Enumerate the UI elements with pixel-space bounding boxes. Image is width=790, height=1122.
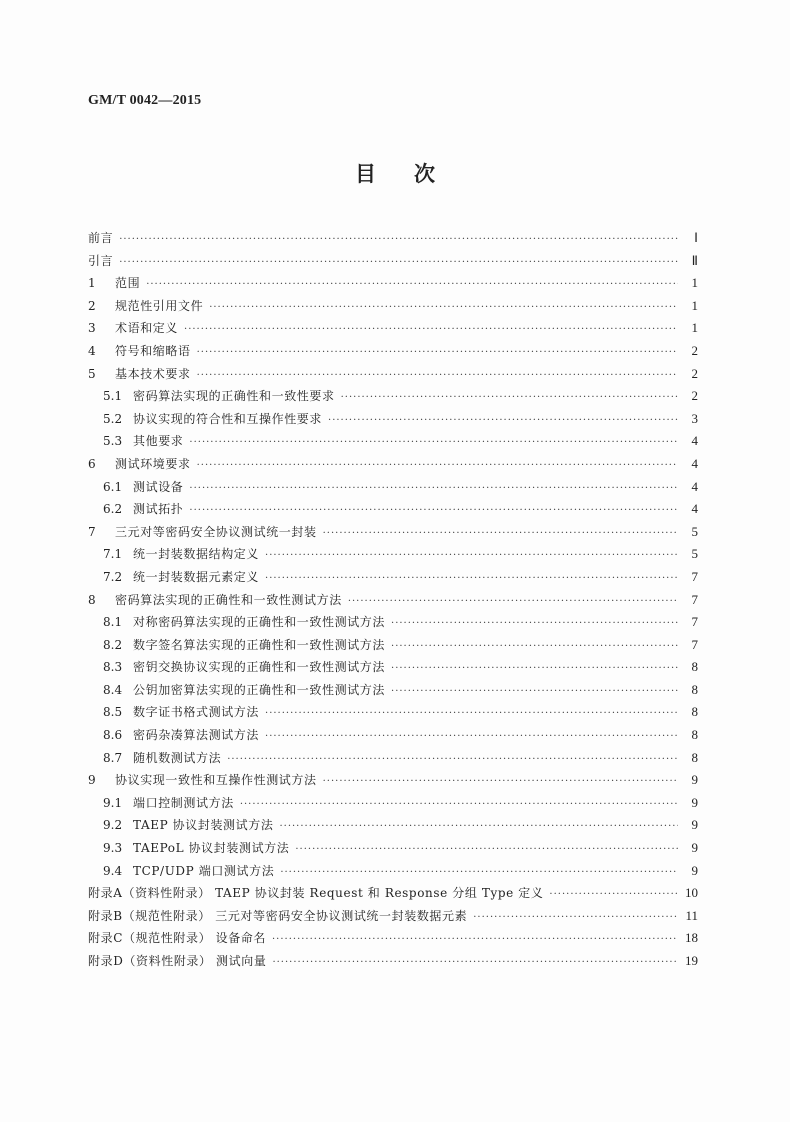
toc-entry-page: 9 <box>691 840 698 856</box>
dot-leader <box>391 681 678 704</box>
toc-entry-page: 2 <box>691 365 698 381</box>
dot-leader <box>391 636 678 659</box>
toc-entry-page: 1 <box>691 320 698 336</box>
toc-entry-page: 1 <box>691 297 698 313</box>
toc-entry-page: 10 <box>685 885 698 901</box>
toc-entry-page: 11 <box>685 907 698 923</box>
dot-leader <box>265 726 678 749</box>
dot-leader <box>323 771 678 794</box>
dot-leader <box>265 545 678 568</box>
toc-entry-number: 5.3 <box>103 434 123 449</box>
toc-entry-number: 7 <box>88 524 96 539</box>
toc-entry[interactable] <box>88 476 698 499</box>
toc-entry-page: 1 <box>691 275 698 291</box>
dot-leader <box>184 319 678 342</box>
toc-entry-number: 9.3 <box>103 841 123 856</box>
dot-leader <box>391 613 678 636</box>
toc-entry-page: 8 <box>691 727 698 743</box>
toc-entry-page: 8 <box>691 659 698 675</box>
dot-leader <box>323 523 678 546</box>
toc-entry-page: Ⅱ <box>691 252 698 268</box>
dot-leader <box>240 794 678 817</box>
dot-leader <box>265 703 678 726</box>
toc-entry[interactable] <box>88 408 698 431</box>
toc-entry-label: 数字证书格式测试方法 <box>133 705 260 720</box>
dot-leader <box>549 884 678 907</box>
page-title <box>0 158 790 188</box>
toc-entry-label: 前言 <box>88 231 114 245</box>
toc-entry-number: 1 <box>88 276 96 291</box>
toc-entry-label: 端口控制测试方法 <box>133 795 234 810</box>
toc-entry-number: 8.2 <box>103 637 123 652</box>
table-of-contents <box>88 227 698 973</box>
toc-entry-page: 4 <box>691 455 698 471</box>
toc-entry-number: 9.1 <box>103 795 123 810</box>
toc-entry-number: 6 <box>88 456 96 471</box>
dot-leader <box>197 342 678 365</box>
toc-entry[interactable] <box>88 882 698 905</box>
dot-leader <box>119 252 678 275</box>
toc-entry-label: 测试拓扑 <box>133 502 184 517</box>
toc-entry-number: 8.7 <box>103 750 123 765</box>
toc-entry-page: 2 <box>691 342 698 358</box>
dot-leader <box>209 297 678 320</box>
dot-leader <box>197 455 678 478</box>
toc-entry-page: 2 <box>691 388 698 404</box>
dot-leader <box>280 862 678 885</box>
toc-entry[interactable] <box>88 453 698 476</box>
toc-entry-label: 其他要求 <box>133 434 184 449</box>
dot-leader <box>272 952 678 975</box>
toc-entry-number: 8.6 <box>103 728 123 743</box>
toc-entry-page: Ⅰ <box>694 230 698 245</box>
dot-leader <box>119 229 678 252</box>
toc-entry-label: 密钥交换协议实现的正确性和一致性测试方法 <box>133 660 386 675</box>
toc-entry-number: 5.1 <box>103 389 123 404</box>
toc-entry[interactable] <box>88 250 698 273</box>
toc-entry[interactable] <box>88 611 698 634</box>
toc-entry-page: 8 <box>691 704 698 720</box>
toc-entry-page: 9 <box>691 772 698 788</box>
toc-entry-label: TAEPoL 协议封装测试方法 <box>133 841 290 856</box>
toc-entry[interactable] <box>88 521 698 544</box>
toc-entry[interactable] <box>88 340 698 363</box>
dot-leader <box>265 568 678 591</box>
toc-entry[interactable] <box>88 227 698 250</box>
dot-leader <box>341 387 678 410</box>
dot-leader <box>295 839 678 862</box>
toc-entry-page: 7 <box>691 614 698 630</box>
toc-entry-label: 附录B（规范性附录） 三元对等密码安全协议测试统一封装数据元素 <box>88 908 468 923</box>
toc-entry-page: 7 <box>691 591 698 607</box>
toc-entry[interactable] <box>88 814 698 837</box>
toc-entry[interactable] <box>88 860 698 883</box>
dot-leader <box>473 907 678 930</box>
dot-leader <box>348 591 678 614</box>
toc-entry-label: 公钥加密算法实现的正确性和一致性测试方法 <box>133 682 386 697</box>
toc-entry-label: 附录D（资料性附录） 测试向量 <box>88 954 267 968</box>
toc-entry-number: 2 <box>88 298 96 313</box>
toc-entry-page: 4 <box>691 433 698 449</box>
title-char: 次 <box>414 162 435 186</box>
toc-entry-page: 9 <box>691 862 698 878</box>
toc-entry-page: 7 <box>691 636 698 652</box>
toc-entry[interactable] <box>88 295 698 318</box>
dot-leader <box>227 749 678 772</box>
toc-entry-page: 18 <box>685 930 698 946</box>
toc-entry-number: 7.1 <box>103 547 123 562</box>
toc-entry-page: 9 <box>691 794 698 810</box>
dot-leader <box>197 365 678 388</box>
toc-entry[interactable] <box>88 837 698 860</box>
toc-entry-page: 3 <box>691 410 698 426</box>
toc-entry-label: 密码算法实现的正确性和一致性测试方法 <box>115 592 342 607</box>
toc-entry-label: 随机数测试方法 <box>133 750 222 765</box>
toc-entry-number: 7.2 <box>103 569 123 584</box>
toc-entry[interactable] <box>88 679 698 702</box>
toc-entry[interactable] <box>88 701 698 724</box>
toc-entry-number: 9.4 <box>103 863 123 878</box>
toc-entry-number: 5 <box>88 366 96 381</box>
toc-entry-number: 8 <box>88 592 96 607</box>
toc-entry-page: 9 <box>691 817 698 833</box>
dot-leader <box>189 432 678 455</box>
toc-entry[interactable] <box>88 543 698 566</box>
toc-entry-label: TAEP 协议封装测试方法 <box>133 818 274 833</box>
toc-entry-number: 8.4 <box>103 682 123 697</box>
toc-entry-page: 4 <box>691 501 698 517</box>
toc-entry-page: 4 <box>691 478 698 494</box>
toc-entry-label: 符号和缩略语 <box>115 343 191 358</box>
dot-leader <box>146 274 678 297</box>
toc-entry[interactable] <box>88 430 698 453</box>
toc-entry-label: 附录A（资料性附录） TAEP 协议封装 Request 和 Response 分组 Type 定义 <box>88 886 544 901</box>
toc-entry-label: 测试环境要求 <box>115 456 191 471</box>
toc-entry-label: 对称密码算法实现的正确性和一致性测试方法 <box>133 615 386 630</box>
toc-entry-label: 数字签名算法实现的正确性和一致性测试方法 <box>133 637 386 652</box>
toc-entry-page: 19 <box>685 953 698 968</box>
toc-entry-number: 8.5 <box>103 705 123 720</box>
toc-entry-label: 术语和定义 <box>115 321 179 336</box>
toc-entry-page: 8 <box>691 681 698 697</box>
toc-entry[interactable] <box>88 792 698 815</box>
toc-entry-label: 规范性引用文件 <box>115 298 204 313</box>
toc-entry-number: 9.2 <box>103 818 123 833</box>
toc-entry[interactable] <box>88 905 698 928</box>
toc-entry-label: TCP/UDP 端口测试方法 <box>133 863 275 878</box>
toc-entry-label: 测试设备 <box>133 479 184 494</box>
toc-entry-page: 5 <box>691 546 698 562</box>
dot-leader <box>272 929 678 952</box>
toc-entry-label: 范围 <box>115 276 141 291</box>
dot-leader <box>189 478 678 501</box>
toc-entry[interactable] <box>88 724 698 747</box>
toc-entry[interactable] <box>88 656 698 679</box>
toc-entry-number: 9 <box>88 773 96 788</box>
toc-entry-label: 三元对等密码安全协议测试统一封装 <box>115 524 317 539</box>
toc-entry-label: 统一封装数据元素定义 <box>133 569 260 584</box>
toc-entry-number: 6.1 <box>103 479 123 494</box>
toc-entry-page: 5 <box>691 523 698 539</box>
toc-entry-number: 3 <box>88 321 96 336</box>
toc-entry-number: 6.2 <box>103 502 123 517</box>
toc-entry-label: 协议实现一致性和互操作性测试方法 <box>115 773 317 788</box>
toc-entry-label: 协议实现的符合性和互操作性要求 <box>133 411 323 426</box>
toc-entry-number: 8.1 <box>103 615 123 630</box>
dot-leader <box>328 410 678 433</box>
toc-entry[interactable] <box>88 634 698 657</box>
toc-entry-number: 8.3 <box>103 660 123 675</box>
toc-entry[interactable] <box>88 363 698 386</box>
toc-entry-label: 引言 <box>88 253 114 268</box>
toc-entry-page: 7 <box>691 568 698 584</box>
toc-entry-page: 8 <box>691 749 698 765</box>
toc-entry[interactable] <box>88 317 698 340</box>
dot-leader <box>189 500 678 523</box>
toc-entry[interactable] <box>88 927 698 950</box>
toc-entry-label: 密码算法实现的正确性和一致性要求 <box>133 389 335 404</box>
toc-entry-label: 统一封装数据结构定义 <box>133 547 260 562</box>
toc-entry-number: 5.2 <box>103 411 123 426</box>
dot-leader <box>279 816 678 839</box>
toc-entry-number: 4 <box>88 343 96 358</box>
toc-entry-label: 基本技术要求 <box>115 366 191 381</box>
dot-leader <box>391 658 678 681</box>
toc-entry-label: 附录C（规范性附录） 设备命名 <box>88 931 266 946</box>
toc-entry-label: 密码杂凑算法测试方法 <box>133 728 260 743</box>
toc-entry[interactable] <box>88 950 698 973</box>
toc-entry[interactable] <box>88 498 698 521</box>
toc-entry[interactable] <box>88 385 698 408</box>
toc-entry[interactable] <box>88 272 698 295</box>
title-char: 目 <box>355 162 376 186</box>
toc-entry[interactable] <box>88 747 698 770</box>
toc-entry[interactable] <box>88 566 698 589</box>
toc-entry[interactable] <box>88 589 698 612</box>
standard-code: GM/T 0042—2015 <box>88 93 202 108</box>
toc-entry[interactable] <box>88 769 698 792</box>
